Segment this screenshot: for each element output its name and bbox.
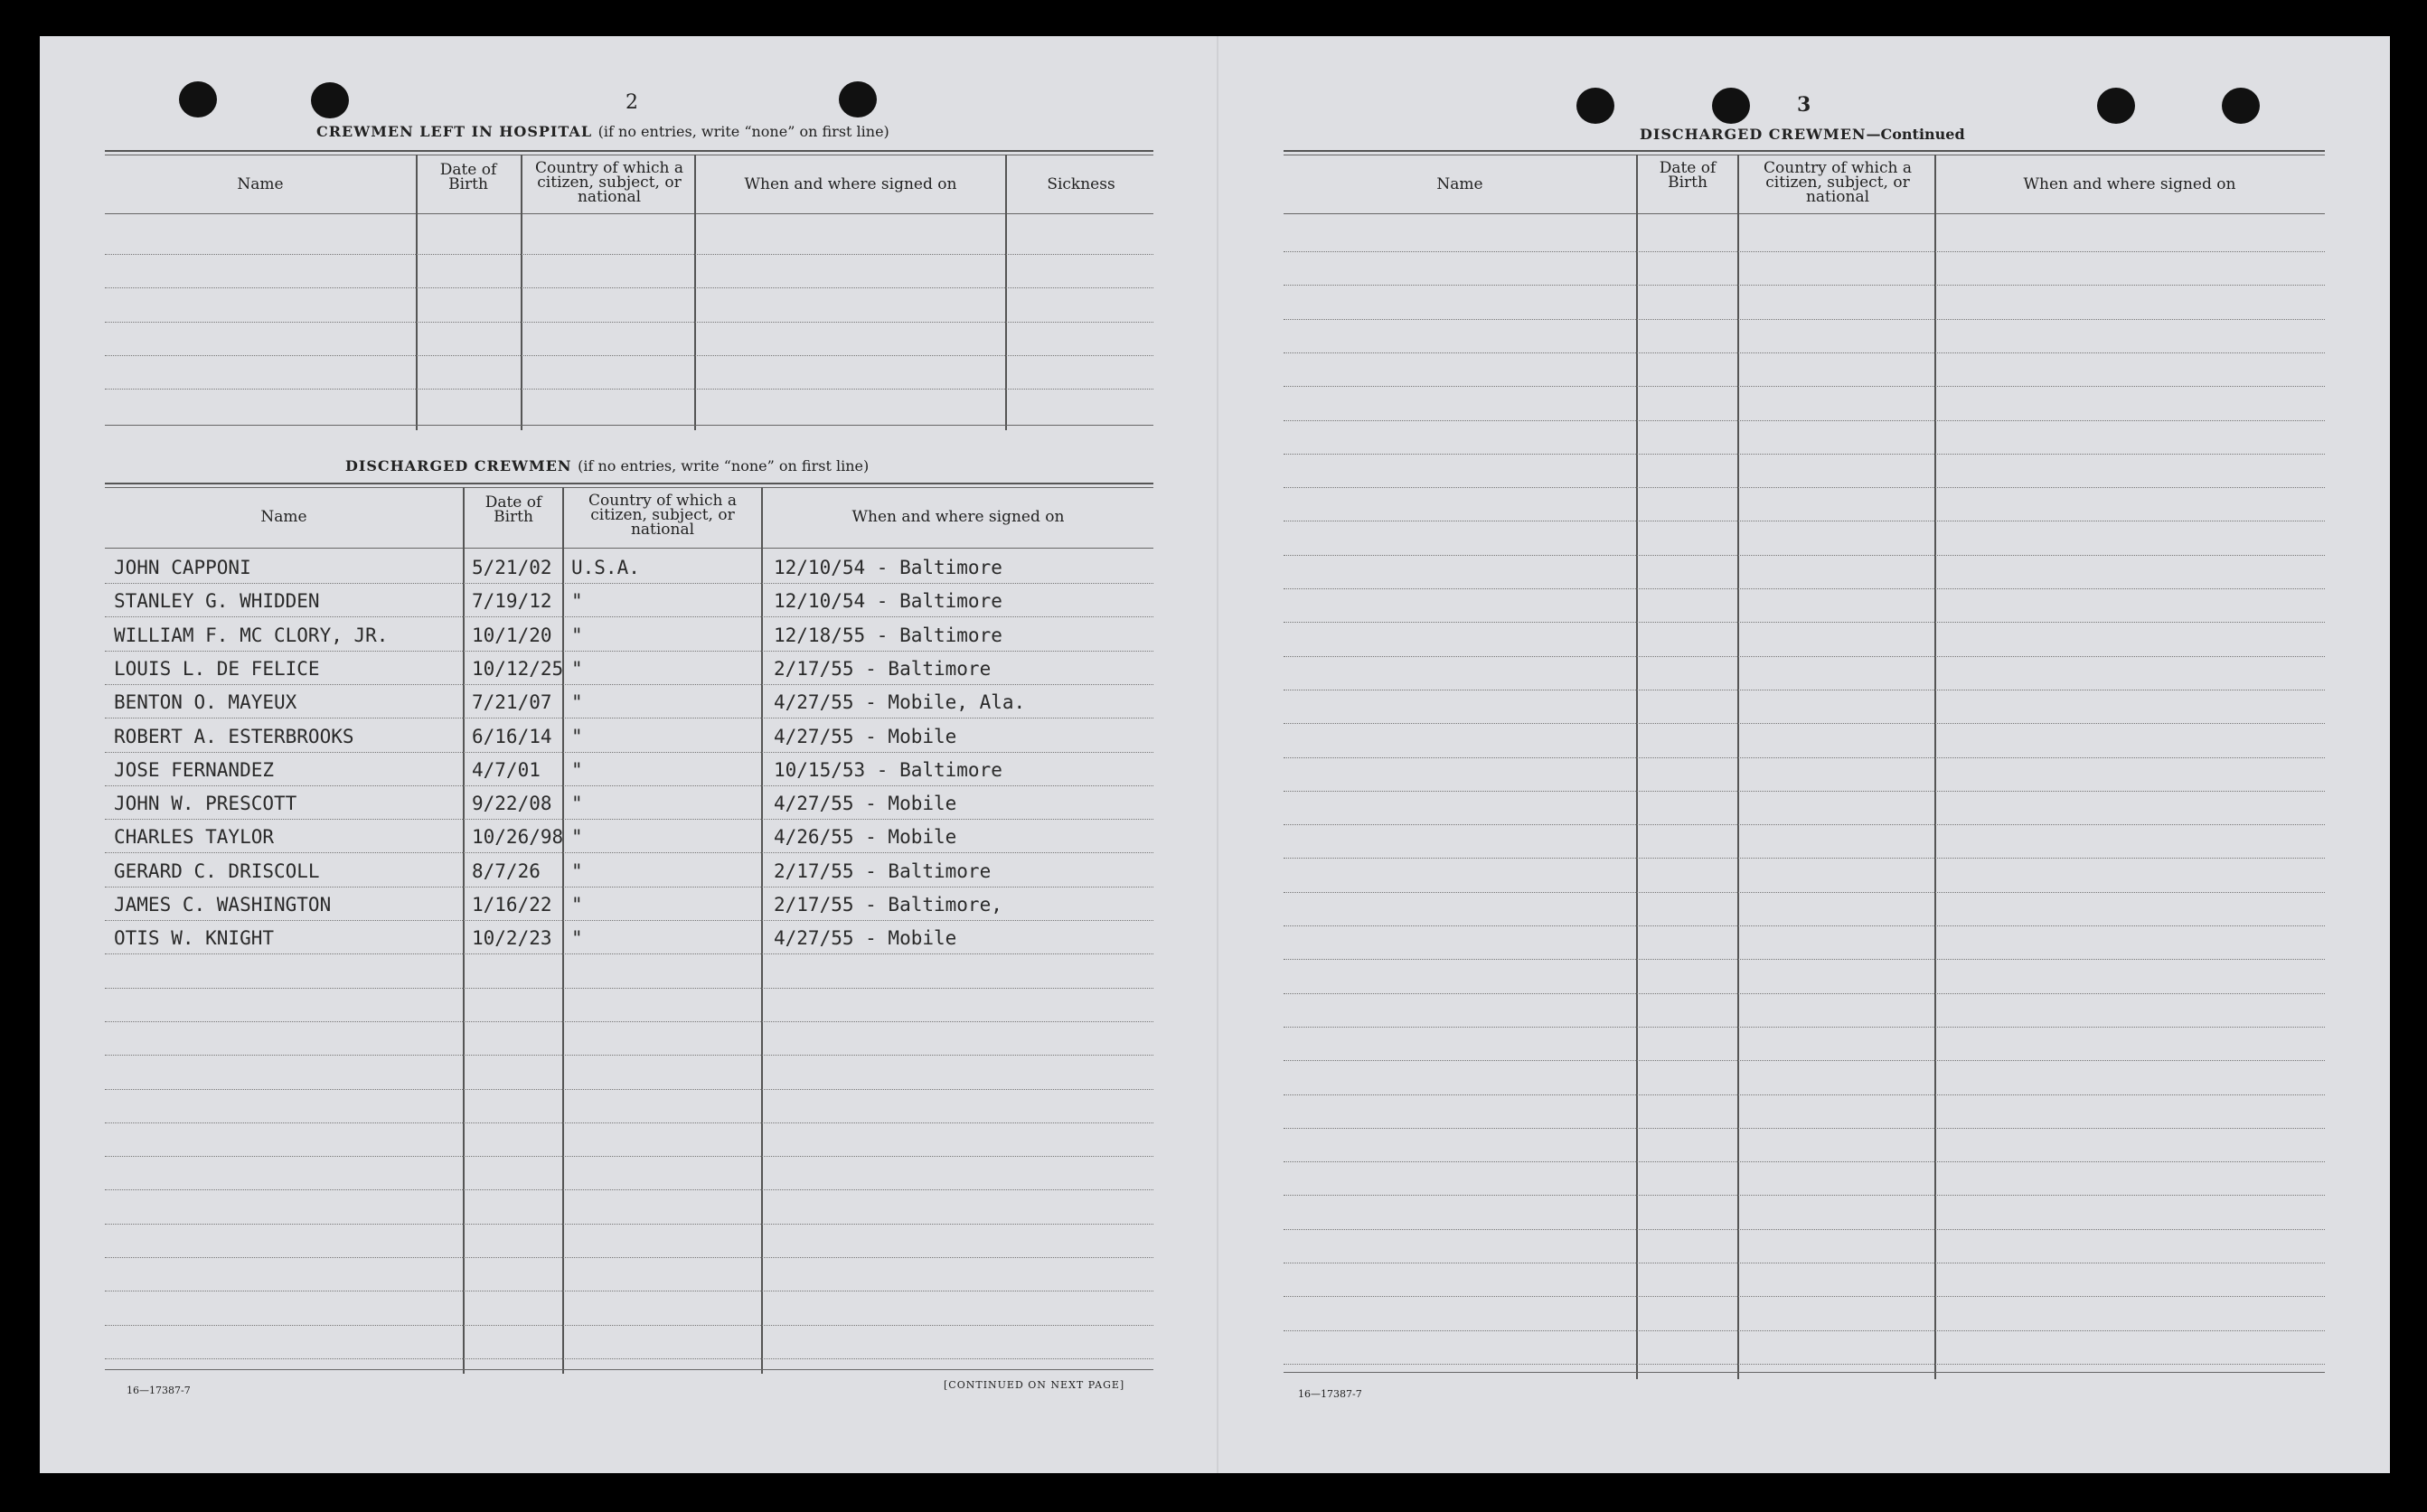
cell-country: " [571, 590, 583, 613]
page-number: 3 [1797, 93, 1811, 117]
col-header-dob: Date of Birth [1659, 159, 1717, 192]
punch-hole [1576, 88, 1614, 124]
cell-signed: 4/27/55 - Mobile [774, 725, 957, 747]
col-header-name: Name [260, 508, 307, 526]
col-header-country: Country of which a citizen, subject, or national [535, 159, 683, 206]
cell-country: " [571, 793, 583, 815]
cell-country: " [571, 927, 583, 950]
cell-country: " [571, 894, 583, 916]
cell-name: WILLIAM F. MC CLORY, JR. [114, 624, 389, 646]
cell-name: STANLEY G. WHIDDEN [114, 590, 320, 613]
discharged-continued-heading: DISCHARGED CREWMEN—Continued [1640, 126, 1965, 143]
col-header-dob: Date of Birth [484, 493, 542, 526]
cell-name: JOHN W. PRESCOTT [114, 793, 297, 815]
col-header-signed: When and where signed on [744, 175, 957, 193]
page-fold [1217, 36, 1218, 1473]
cell-name: GERARD C. DRISCOLL [114, 859, 320, 882]
cell-dob: 10/1/20 [472, 624, 552, 646]
cell-name: BENTON O. MAYEUX [114, 691, 297, 714]
cell-signed: 12/10/54 - Baltimore [774, 557, 1002, 578]
cell-country: " [571, 826, 583, 849]
cell-name: JAMES C. WASHINGTON [114, 894, 332, 916]
cell-name: OTIS W. KNIGHT [114, 927, 275, 950]
cell-dob: 7/21/07 [472, 691, 552, 714]
cell-dob: 6/16/14 [472, 725, 552, 747]
cell-signed: 2/17/55 - Baltimore [774, 859, 992, 882]
punch-hole [839, 81, 877, 117]
cell-dob: 1/16/22 [472, 894, 552, 916]
cell-country: " [571, 657, 583, 680]
col-header-signed: When and where signed on [851, 508, 1065, 526]
cell-dob: 4/7/01 [472, 758, 541, 781]
cell-name: JOHN CAPPONI [114, 557, 251, 578]
cell-country: " [571, 624, 583, 646]
col-header-signed: When and where signed on [2023, 175, 2236, 193]
col-header-dob: Date of Birth [439, 161, 497, 193]
cell-dob: 8/7/26 [472, 859, 541, 882]
punch-hole [2097, 88, 2135, 124]
cell-dob: 10/2/23 [472, 927, 552, 950]
cell-signed: 4/27/55 - Mobile, Ala. [774, 691, 1026, 714]
punch-hole [311, 82, 349, 118]
cell-dob: 10/12/25 [472, 657, 564, 680]
col-header-country: Country of which a citizen, subject, or national [1764, 159, 1912, 206]
continued-note: [CONTINUED ON NEXT PAGE] [944, 1379, 1125, 1391]
cell-name: LOUIS L. DE FELICE [114, 657, 320, 680]
cell-signed: 12/18/55 - Baltimore [774, 624, 1002, 646]
col-header-sickness: Sickness [1047, 175, 1115, 193]
form-code: 16—17387-7 [127, 1385, 191, 1396]
cell-dob: 10/26/98 [472, 826, 564, 849]
cell-dob: 5/21/02 [472, 557, 552, 578]
cell-signed: 2/17/55 - Baltimore [774, 657, 992, 680]
form-code: 16—17387-7 [1298, 1388, 1362, 1400]
cell-country: " [571, 859, 583, 882]
page-number: 2 [626, 91, 638, 114]
cell-signed: 4/27/55 - Mobile [774, 793, 957, 815]
cell-dob: 7/19/12 [472, 590, 552, 613]
cell-signed: 10/15/53 - Baltimore [774, 758, 1002, 781]
cell-country: " [571, 725, 583, 747]
hospital-heading: CREWMEN LEFT IN HOSPITAL (if no entries, write “none” on first line) [316, 123, 889, 140]
cell-signed: 4/27/55 - Mobile [774, 927, 957, 950]
cell-country: " [571, 758, 583, 781]
col-header-name: Name [237, 175, 284, 193]
cell-country: " [571, 691, 583, 714]
cell-name: JOSE FERNANDEZ [114, 758, 275, 781]
cell-dob: 9/22/08 [472, 793, 552, 815]
cell-country: U.S.A. [571, 557, 640, 578]
discharged-table [105, 483, 1153, 1374]
hospital-table [105, 150, 1153, 430]
cell-name: CHARLES TAYLOR [114, 826, 275, 849]
cell-name: ROBERT A. ESTERBROOKS [114, 725, 354, 747]
col-header-name: Name [1436, 175, 1483, 193]
punch-hole [2222, 88, 2260, 124]
punch-hole [1712, 88, 1750, 124]
cell-signed: 12/10/54 - Baltimore [774, 590, 1002, 613]
discharged-continued-table [1284, 150, 2325, 1379]
discharged-heading: DISCHARGED CREWMEN (if no entries, write “none” on first line) [345, 457, 870, 474]
punch-hole [179, 81, 217, 117]
cell-signed: 2/17/55 - Baltimore, [774, 894, 1002, 916]
col-header-country: Country of which a citizen, subject, or national [588, 492, 737, 539]
cell-signed: 4/26/55 - Mobile [774, 826, 957, 849]
